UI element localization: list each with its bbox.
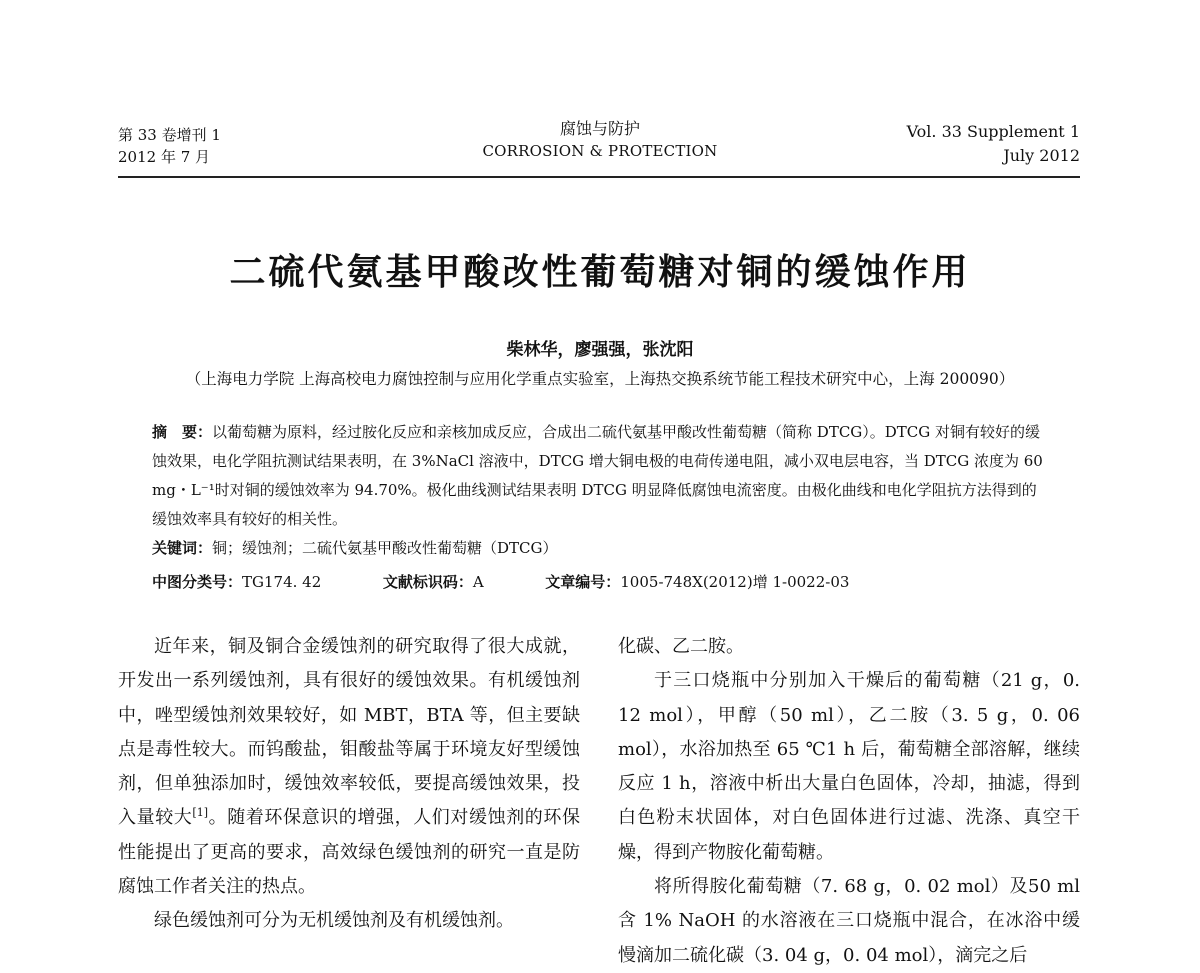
abstract-label: 摘 要： [152,423,213,441]
clc-label: 中图分类号： [152,573,243,591]
keywords-label: 关键词： [152,539,213,557]
article-number-value: 1005-748X(2012)增 1-0022-03 [620,573,850,591]
authors: 柴林华，廖强强，张沈阳 [506,340,694,360]
doc-code-value: A [472,573,484,591]
classification-row [152,568,849,597]
body-paragraph: 于三口烧瓶中分别加入干燥后的葡萄糖（21 g，0. 12 mol），甲醇（50 ml），乙二胺（3. 5 g，0. 06 mol），水浴加热至 65 ℃1 h 后，葡萄糖全部溶解，继续反应 1 h，溶液中析出大量白色固体，冷却，抽滤，得到白色粉末状固体，对白色固体进行过滤、洗涤、真空干燥，得到产物胺化葡萄糖。 [618,670,1080,863]
body-column-right [618,630,1080,973]
issue-volume-en: Vol. 33 Supplement 1 [906,122,1080,141]
doc-code-label: 文献标识码： [382,573,473,591]
body-paragraph: 近年来，铜及铜合金缓蚀剂的研究取得了很大成就，开发出一系列缓蚀剂，具有很好的缓蚀效果。有机缓蚀剂中，唑型缓蚀剂效果较好，如 MBT，BTA 等，但主要缺点是毒性较大。而钨酸盐，钼酸盐等属于环境友好型缓蚀剂，但单独添加时，缓蚀效率较低，要提高缓蚀效果，投入量较大[1]。随着环保意识的增强，人们对缓蚀剂的环保性能提出了更高的要求，高效绿色缓蚀剂的研究一直是防腐蚀工作者关注的热点。 [118,636,581,898]
issue-volume: 第 33 卷增刊 1 [118,126,221,144]
keywords-text: 铜；缓蚀剂；二硫代氨基甲酸改性葡萄糖（DTCG） [212,539,558,557]
body-column-left [118,630,580,939]
body-paragraph: 化碳、乙二胺。 [618,636,744,657]
body-paragraph: 将所得胺化葡萄糖（7. 68 g，0. 02 mol）及50 ml 含 1% NaOH 的水溶液在三口烧瓶中混合，在冰浴中缓慢滴加二硫化碳（3. 04 g，0. 04 mol），滴完之后 [618,876,1080,966]
affiliation: （上海电力学院 上海高校电力腐蚀控制与应用化学重点实验室，上海热交换系统节能工程技术研究中心，上海 200090） [185,370,1015,388]
issue-date-en: July 2012 [1003,146,1080,165]
abstract [152,418,1047,563]
citation-ref: [1] [192,806,208,820]
journal-name-cn: 腐蚀与防护 [559,119,640,138]
article-number-label: 文章编号： [545,573,621,591]
body-paragraph: 绿色缓蚀剂可分为无机缓蚀剂及有机缓蚀剂。 [154,910,514,932]
paper-title: 二硫代氨基甲酸改性葡萄糖对铜的缓蚀作用 [229,252,971,293]
journal-name-en: CORROSION & PROTECTION [482,142,718,160]
issue-info-en [907,120,1080,168]
issue-date: 2012 年 7 月 [118,148,211,166]
clc-value: TG174. 42 [242,573,322,591]
abstract-text: 以葡萄糖为原料，经过胺化反应和亲核加成反应，合成出二硫代氨基甲酸改性葡萄糖（简称 DTCG）。DTCG 对铜有较好的缓蚀效果，电化学阻抗测试结果表明，在 3%NaCl 溶液中，DTCG 增大铜电极的电荷传递电阻，减小双电层电容，当 DTCG 浓度为 60 mg・L⁻¹时对铜的缓蚀效率为 94.70%。极化曲线测试结果表明 DTCG 明显降低腐蚀电流密度。由极化曲线和电化学阻抗方法得到的缓蚀效率具有较好的相关性。 [152,423,1043,528]
header-rule [118,176,1080,178]
